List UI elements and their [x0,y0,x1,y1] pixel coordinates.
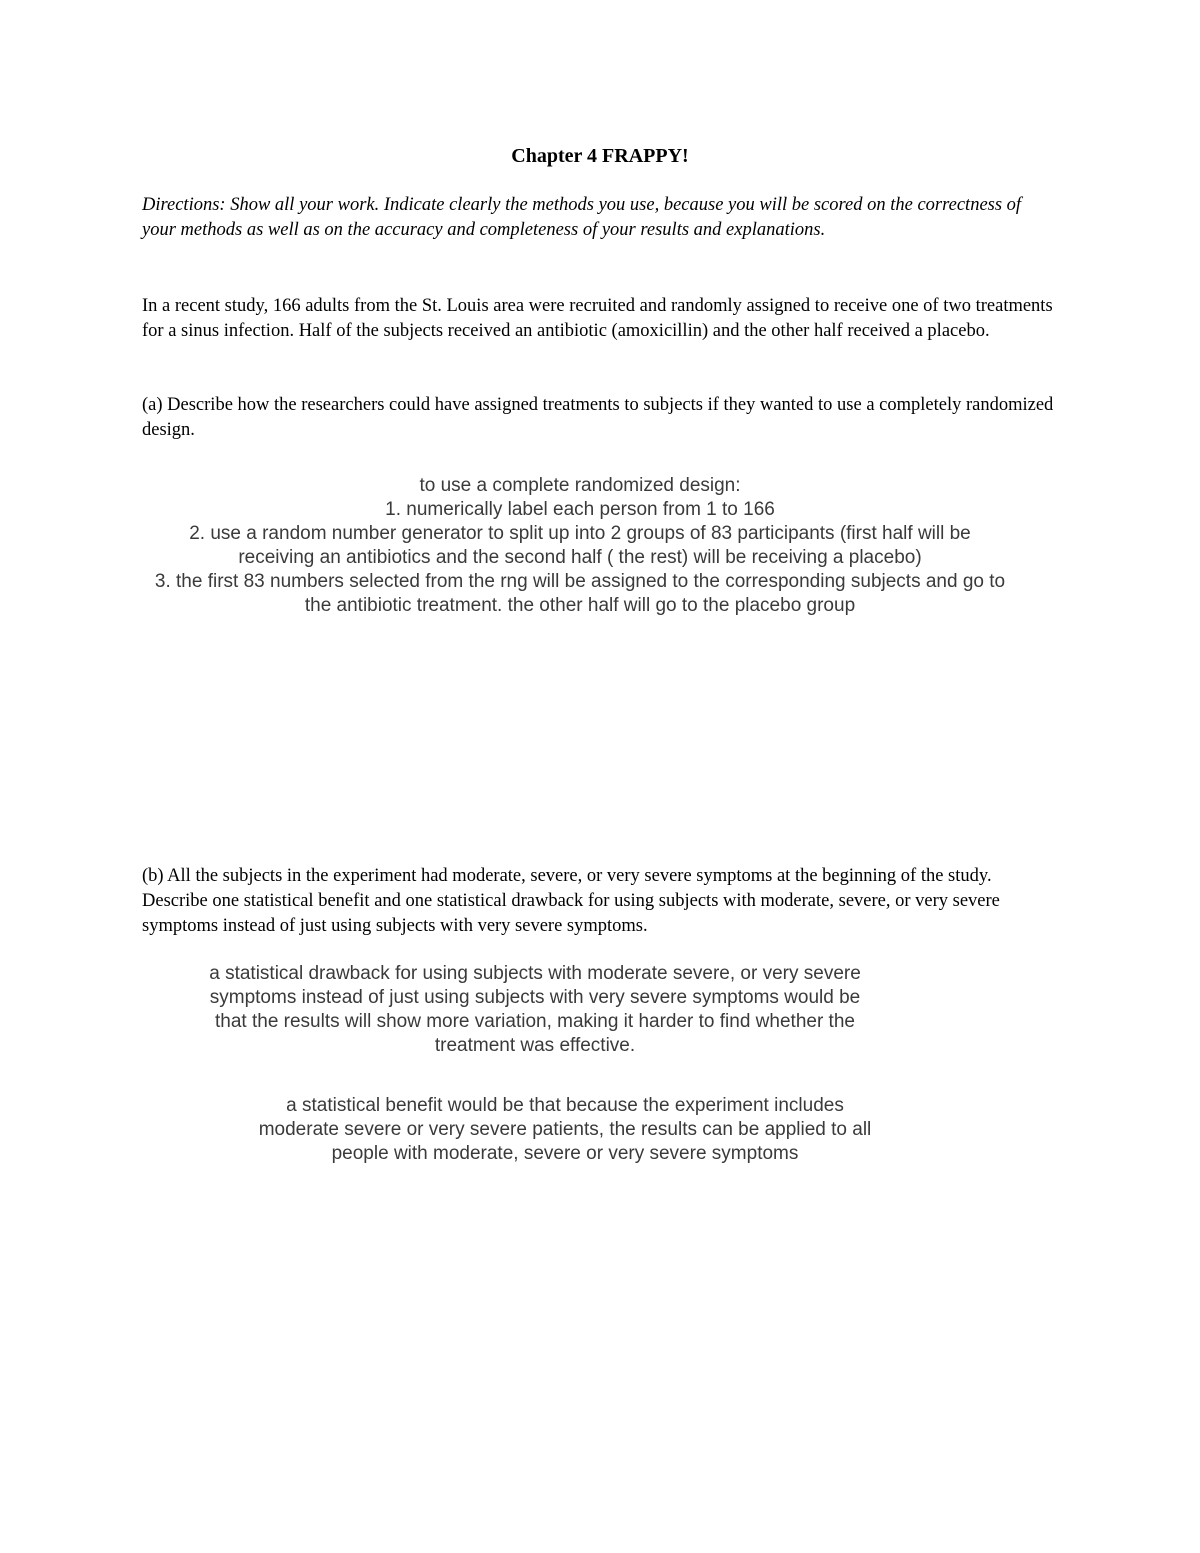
page-title: Chapter 4 FRAPPY! [511,145,689,167]
study-intro: In a recent study, 166 adults from the St. Louis area were recruited and randomly assigned to receive one of two treatments for a sinus infection. Half of the subjects received an antibiotic (amoxicillin) and the other half received a placebo. [142,296,1053,341]
answer-line: receiving an antibiotics and the second half ( the rest) will be receiving a placebo) [238,547,922,568]
answer-line: people with moderate, severe or very severe symptoms [331,1143,799,1164]
answer-b-benefit [215,1094,915,1166]
answer-a [80,474,1080,618]
answer-line: 2. use a random number generator to split up into 2 groups of 83 participants (first half will be [189,523,971,544]
directions-text: Directions: Show all your work. Indicate clearly the methods you use, because you will be scored on the correctness of your methods as well as on the accuracy and completeness of your results and explanations. [142,195,1022,240]
question-a: (a) Describe how the researchers could have assigned treatments to subjects if they wanted to use a completely randomized design. [142,395,1054,440]
question-b: (b) All the subjects in the experiment had moderate, severe, or very severe symptoms at the beginning of the study. Describe one statistical benefit and one statistical drawback for using subjects with moderate, severe, or very severe symptoms instead of just using subjects with very severe symptoms. [142,866,1000,936]
answer-line: moderate severe or very severe patients, the results can be applied to all [258,1119,872,1140]
answer-line: that the results will show more variation, making it harder to find whether the [215,1011,855,1032]
answer-line: 1. numerically label each person from 1 to 166 [385,499,775,520]
answer-line: a statistical benefit would be that because the experiment includes [286,1095,844,1116]
answer-line: a statistical drawback for using subjects with moderate severe, or very severe [209,963,861,984]
answer-line: 3. the first 83 numbers selected from the rng will be assigned to the corresponding subjects and go to [154,571,1006,592]
answer-line: symptoms instead of just using subjects with very severe symptoms would be [209,987,861,1008]
answer-line: treatment was effective. [434,1035,636,1056]
answer-b-drawback [180,962,890,1058]
answer-line: to use a complete randomized design: [419,475,741,496]
answer-line: the antibiotic treatment. the other half will go to the placebo group [304,595,856,616]
